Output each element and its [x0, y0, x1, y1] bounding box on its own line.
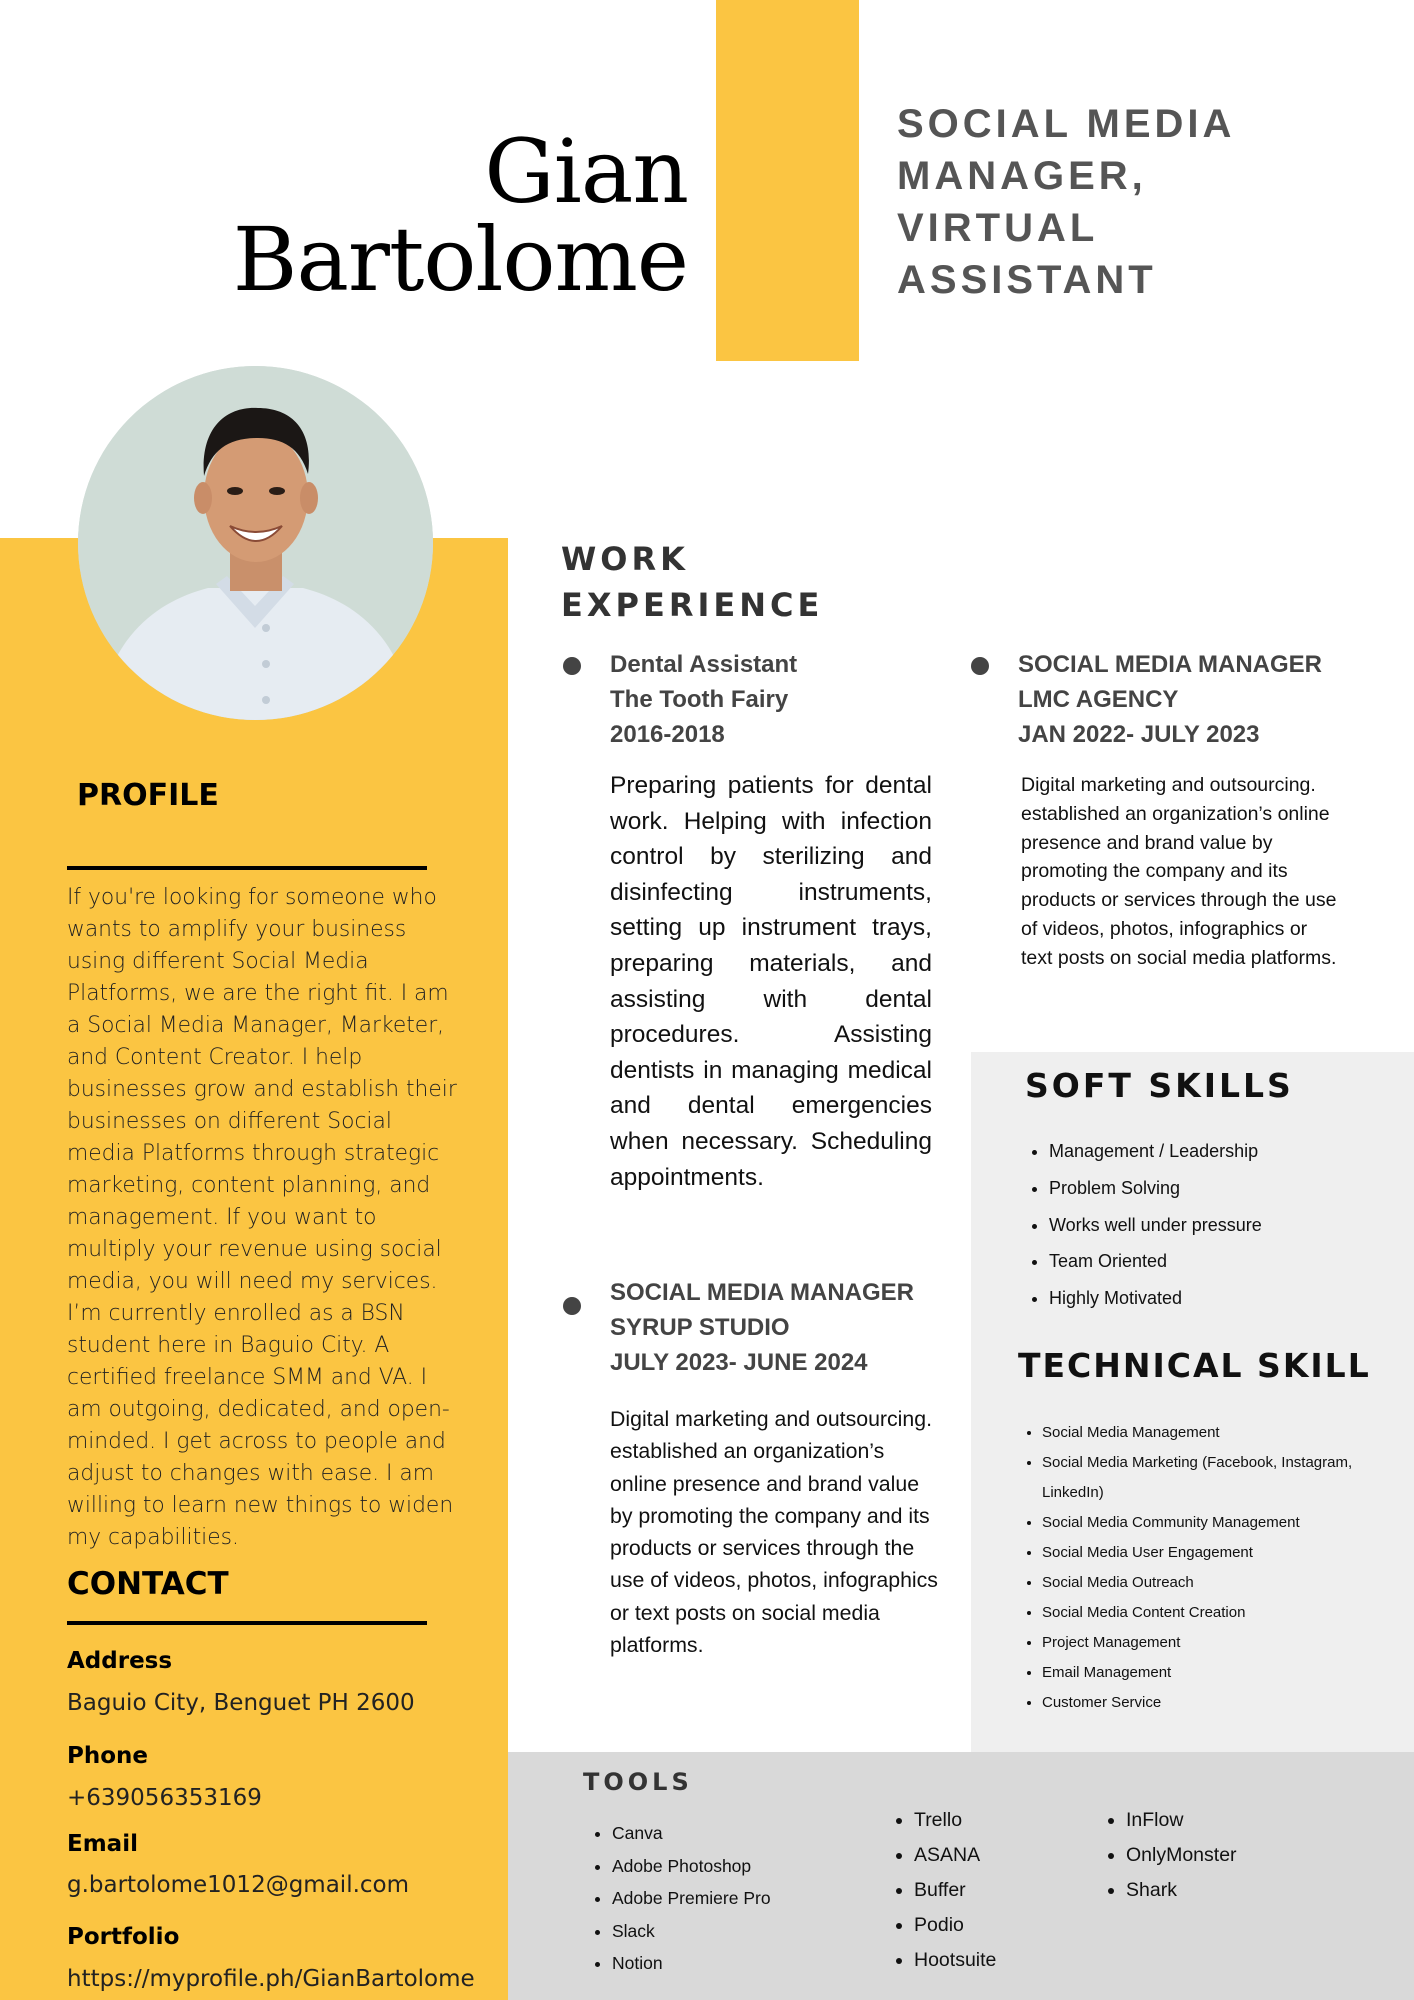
list-item: • Social Media Marketing (Facebook, Instagram, LinkedIn) — [1042, 1448, 1362, 1508]
profile-divider — [67, 866, 427, 870]
tools-list-col3 — [1098, 1803, 1237, 1908]
list-item: • OnlyMonster — [1126, 1838, 1237, 1873]
job-company: SYRUP STUDIO — [610, 1314, 790, 1341]
job-role: SOCIAL MEDIA MANAGER — [610, 1279, 915, 1306]
list-item: • Slack — [612, 1915, 771, 1948]
technical-skill-heading: TECHNICAL SKILL — [1018, 1346, 1371, 1385]
list-item: • Team Oriented — [1049, 1243, 1262, 1280]
email-label: Email — [67, 1831, 138, 1857]
list-item: • Shark — [1126, 1873, 1237, 1908]
job-description: Digital marketing and outsourcing. established an organization’s online presence and brand value by promoting the company and its products or services through the use of videos, photos, infographics or text posts on social media platforms. — [610, 1407, 938, 1658]
header-accent-bar — [716, 0, 859, 361]
address-value: Baguio City, Benguet PH 2600 — [67, 1690, 415, 1716]
list-item: • ASANA — [914, 1838, 996, 1873]
list-item: • Trello — [914, 1803, 996, 1838]
timeline-bullet-icon — [563, 1297, 581, 1315]
address-label: Address — [67, 1648, 173, 1674]
list-item: • Notion — [612, 1947, 771, 1980]
timeline-bullet-icon — [971, 657, 989, 675]
list-item: • Email Management — [1042, 1658, 1362, 1688]
soft-skills-heading: SOFT SKILLS — [1025, 1066, 1294, 1105]
list-item: • Highly Motivated — [1049, 1280, 1262, 1317]
title-line: VIRTUAL — [897, 206, 1099, 250]
name-last: Bartolome — [232, 208, 688, 311]
phone-label: Phone — [67, 1743, 149, 1769]
job-header — [610, 647, 797, 752]
list-item: • Project Management — [1042, 1628, 1362, 1658]
list-item: • Social Media Content Creation — [1042, 1598, 1362, 1628]
job-company: LMC AGENCY — [1018, 686, 1179, 713]
email-link[interactable]: g.bartolome1012@gmail.com — [67, 1872, 410, 1898]
job-role: SOCIAL MEDIA MANAGER — [1018, 651, 1323, 678]
title-line: SOCIAL MEDIA — [897, 102, 1236, 146]
profile-heading: PROFILE — [77, 778, 219, 813]
job-header — [610, 1275, 914, 1380]
job-role: Dental Assistant — [610, 651, 798, 678]
job-description: Preparing patients for dental work. Helping with infection control by sterilizing and disinfecting instruments, setting up instrument trays, preparing materials, and assisting with dental procedures. Assisting dentists in managing medical and dental emergencies when necessary. Scheduling appointments. — [610, 772, 932, 1191]
list-item: • Works well under pressure — [1049, 1207, 1262, 1244]
job-title — [897, 98, 1377, 306]
job-dates: JULY 2023- JUNE 2024 — [610, 1349, 868, 1376]
phone-value[interactable]: +639056353169 — [67, 1785, 262, 1811]
job-dates: JAN 2022- JULY 2023 — [1018, 721, 1260, 748]
job-description: Digital marketing and outsourcing. established an organization’s online presence and brand value by promoting the company and its products or services through the use of videos, photos, infographics or text posts on social media platforms. — [1021, 774, 1337, 969]
list-item: • Social Media Management — [1042, 1418, 1362, 1448]
job-header — [1018, 647, 1322, 752]
list-item: • Social Media User Engagement — [1042, 1538, 1362, 1568]
job-dates: 2016-2018 — [610, 721, 725, 748]
work-heading-line: EXPERIENCE — [561, 586, 824, 624]
technical-skill-list — [1018, 1418, 1362, 1718]
job-company: The Tooth Fairy — [610, 686, 789, 713]
soft-skills-list — [1024, 1133, 1262, 1317]
list-item: • Adobe Premiere Pro — [612, 1882, 771, 1915]
candidate-name — [150, 120, 688, 311]
tools-list-col1 — [584, 1817, 771, 1980]
list-item: • Hootsuite — [914, 1943, 996, 1978]
list-item: • Buffer — [914, 1873, 996, 1908]
portfolio-label: Portfolio — [67, 1924, 180, 1950]
tools-heading: TOOLS — [583, 1768, 693, 1796]
contact-heading: CONTACT — [67, 1566, 229, 1602]
name-first: Gian — [484, 120, 688, 223]
list-item: • Social Media Outreach — [1042, 1568, 1362, 1598]
tools-list-col2 — [886, 1803, 996, 1978]
list-item: • Social Media Community Management — [1042, 1508, 1362, 1538]
title-line: ASSISTANT — [897, 258, 1157, 302]
work-experience-heading — [561, 536, 823, 628]
list-item: • Problem Solving — [1049, 1170, 1262, 1207]
contact-divider — [67, 1621, 427, 1625]
portfolio-link[interactable]: https://myprofile.ph/GianBartolome — [67, 1966, 475, 1992]
timeline-bullet-icon — [563, 657, 581, 675]
list-item: • InFlow — [1126, 1803, 1237, 1838]
list-item: • Podio — [914, 1908, 996, 1943]
list-item: • Management / Leadership — [1049, 1133, 1262, 1170]
work-heading-line: WORK — [561, 540, 689, 578]
title-line: MANAGER, — [897, 154, 1147, 198]
list-item: • Adobe Photoshop — [612, 1850, 771, 1883]
list-item: • Canva — [612, 1817, 771, 1850]
list-item: • Customer Service — [1042, 1688, 1362, 1718]
portrait-illustration — [78, 366, 433, 720]
profile-photo — [78, 366, 433, 720]
profile-text: If you're looking for someone who wants to amplify your business using different Social Media Platforms, we are the right fit. I am a Social Media Manager, Marketer, and Content Creator. I help businesses grow and establish their businesses on different Social media Platforms through strategic marketing, content planning, and management. If you want to multiply your revenue using social media, you will need my services. I’m currently enrolled as a BSN student here in Baguio City. A certified freelance SMM and VA. I am outgoing, dedicated, and open-minded. I get across to people and adjust to changes with ease. I am willing to learn new things to widen my capabilities. — [67, 885, 457, 1550]
